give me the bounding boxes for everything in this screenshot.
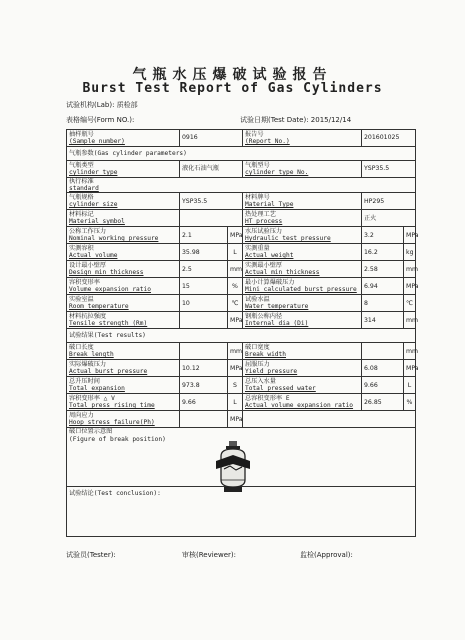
actual-volume-expansion-label: 总容积变形率 E Actual volume expansion ratio [243,394,362,411]
cylinder-diagram-icon [212,440,254,494]
actual-weight-label: 实测重量 Actual weight [243,244,362,261]
tester-label: 试验员(Tester): [66,551,116,559]
table-row [67,210,416,227]
total-expansion-label: 总升压时间 Total expansion [67,377,180,394]
actual-volume-label: 实测容积 Actual volume [67,244,180,261]
break-length-value [180,343,228,360]
table-row [67,178,416,193]
table-row [67,278,416,295]
nominal-pressure-unit: MPa [228,227,243,244]
table-row [67,428,416,487]
lab-value: 质检部 [116,101,138,109]
table-row [67,329,416,343]
yield-pressure-value: 6.08 [362,360,404,377]
table-row [67,343,416,360]
press-rising-time-unit: L [228,394,243,411]
cylinder-size-value: YSP35.5 [180,193,243,210]
results-section-header: 试验结果(Test results) [67,329,416,343]
test-date-value: 2015/12/14 [310,116,352,124]
room-temperature-label: 实验室温 Room temperature [67,295,180,312]
lab-label: 试验机构(Lab): [66,101,117,109]
material-type-value: HP295 [362,193,416,210]
cylinder-type-label: 气瓶类型 cylinder type [67,161,180,178]
actual-burst-pressure-label: 实际爆破压力 Actual burst pressure [67,360,180,377]
hydraulic-test-pressure-label: 水压试验压力 Hydraulic test pressure [243,227,362,244]
hoop-stress-value [180,411,228,428]
reviewer-label: 审核(Reviewer): [182,551,236,559]
internal-dia-label: 钢瓶公称内径 Internal dia (Di) [243,312,362,329]
volume-expansion-unit: % [228,278,243,295]
tensile-strength-unit: MPa [228,312,243,329]
internal-dia-unit: mm [404,312,416,329]
cylinder-type-value: 液化石油气瓶 [180,161,243,178]
table-row [67,360,416,377]
press-rising-time-label: 容积变形率 △ V Total press rising time [67,394,180,411]
table-row [67,244,416,261]
break-length-unit: mm [228,343,243,360]
actual-volume-unit: L [228,244,243,261]
standard-label: 执行标准 standard [67,178,416,193]
cylinder-model-label: 气瓶型号 cylinder type No. [243,161,362,178]
table-row [67,411,416,428]
table-row [67,147,416,161]
form-no-label: 表格编号(Form NO.): [66,116,135,124]
water-temperature-value: 8 [362,295,404,312]
actual-min-thickness-value: 2.58 [362,261,404,278]
room-temperature-unit: ℃ [228,295,243,312]
hoop-stress-unit: MPa [228,411,243,428]
total-pressed-water-label: 总压入水量 Total pressed water [243,377,362,394]
total-pressed-water-value: 9.66 [362,377,404,394]
hoop-stress-blank [243,411,416,428]
actual-volume-expansion-value: 26.85 [362,394,404,411]
table-row [67,295,416,312]
break-position-label-cn: 破口位置示意图 [69,428,113,436]
break-length-label: 破口长度 Break length [67,343,180,360]
cylinder-size-label: 气瓶规格 cylinder size [67,193,180,210]
design-min-thickness-unit: mm [228,261,243,278]
design-min-thickness-label: 设计最小壁厚 Design min thickness [67,261,180,278]
material-symbol-value [180,210,243,227]
total-expansion-unit: S [228,377,243,394]
material-symbol-label: 材料标记 Material symbol [67,210,180,227]
report-table [66,129,419,537]
hoop-stress-label: 周向应力 Hoop stress failure(Ph) [67,411,180,428]
water-temperature-unit: ℃ [404,295,416,312]
min-burst-pressure-value: 6.94 [362,278,404,295]
actual-weight-unit: kg [404,244,416,261]
break-width-unit: mm [404,343,416,360]
actual-volume-value: 35.98 [180,244,228,261]
table-row [67,377,416,394]
table-row [67,193,416,210]
report-no-label: 报告号 (Report No.) [243,130,362,147]
table-row [67,261,416,278]
ht-process-value: 正火 [362,210,416,227]
params-section-header: 气瓶参数(Gas cylinder parameters) [67,147,416,161]
design-min-thickness-value: 2.5 [180,261,228,278]
water-temperature-label: 试验水温 Water temperature [243,295,362,312]
volume-expansion-value: 15 [180,278,228,295]
break-position-cell [67,428,416,487]
title-english: Burst Test Report of Gas Cylinders [82,81,383,96]
break-position-label-en: (Figure of break position) [69,435,166,443]
actual-volume-expansion-unit: % [404,394,416,411]
title-chinese: 气瓶水压爆破试验报告 [132,67,333,83]
material-type-label: 材料牌号 Material Type [243,193,362,210]
sample-number-label: 抽样瓶号 (Sample number) [67,130,180,147]
sample-number-value: 0916 [180,130,243,147]
total-pressed-water-unit: L [404,377,416,394]
actual-burst-pressure-unit: MPa [228,360,243,377]
total-expansion-value: 973.8 [180,377,228,394]
min-burst-pressure-label: 最小计算爆破压力 Mini calculated burst pressure [243,278,362,295]
actual-min-thickness-label: 实测最小壁厚 Actual min thickness [243,261,362,278]
actual-burst-pressure-value: 10.12 [180,360,228,377]
actual-weight-value: 16.2 [362,244,404,261]
test-date-line [240,115,351,125]
ht-process-label: 热处理工艺 HT process [243,210,362,227]
nominal-pressure-label: 公称工作压力 Nominal working pressure [67,227,180,244]
internal-dia-value: 314 [362,312,404,329]
room-temperature-value: 10 [180,295,228,312]
hydraulic-test-pressure-unit: MPa [404,227,416,244]
lab-line [66,100,138,110]
approval-label: 监检(Approval): [300,551,353,559]
table-row [67,130,416,147]
test-conclusion-cell [67,487,416,537]
volume-expansion-label: 容积变形率 Volume expansion ratio [67,278,180,295]
yield-pressure-unit: MPa [404,360,416,377]
actual-min-thickness-unit: mm [404,261,416,278]
table-row [67,227,416,244]
tensile-strength-label: 材料抗拉强度 Tensile strength (Rm) [67,312,180,329]
cylinder-model-value: YSP35.5 [362,161,416,178]
tensile-strength-value [180,312,228,329]
test-conclusion-label: 试验结论(Test conclusion): [69,490,161,498]
table-row [67,394,416,411]
report-no-value: 201601025 [362,130,416,147]
break-width-value [362,343,404,360]
test-date-label: 试验日期(Test Date): [240,116,311,124]
press-rising-time-value: 9.66 [180,394,228,411]
table-row [67,487,416,537]
yield-pressure-label: 屈服压力 Yield pressure [243,360,362,377]
nominal-pressure-value: 2.1 [180,227,228,244]
table-row [67,161,416,178]
table-row [67,312,416,329]
break-width-label: 破口宽度 Break width [243,343,362,360]
min-burst-pressure-unit: MPa [404,278,416,295]
hydraulic-test-pressure-value: 3.2 [362,227,404,244]
